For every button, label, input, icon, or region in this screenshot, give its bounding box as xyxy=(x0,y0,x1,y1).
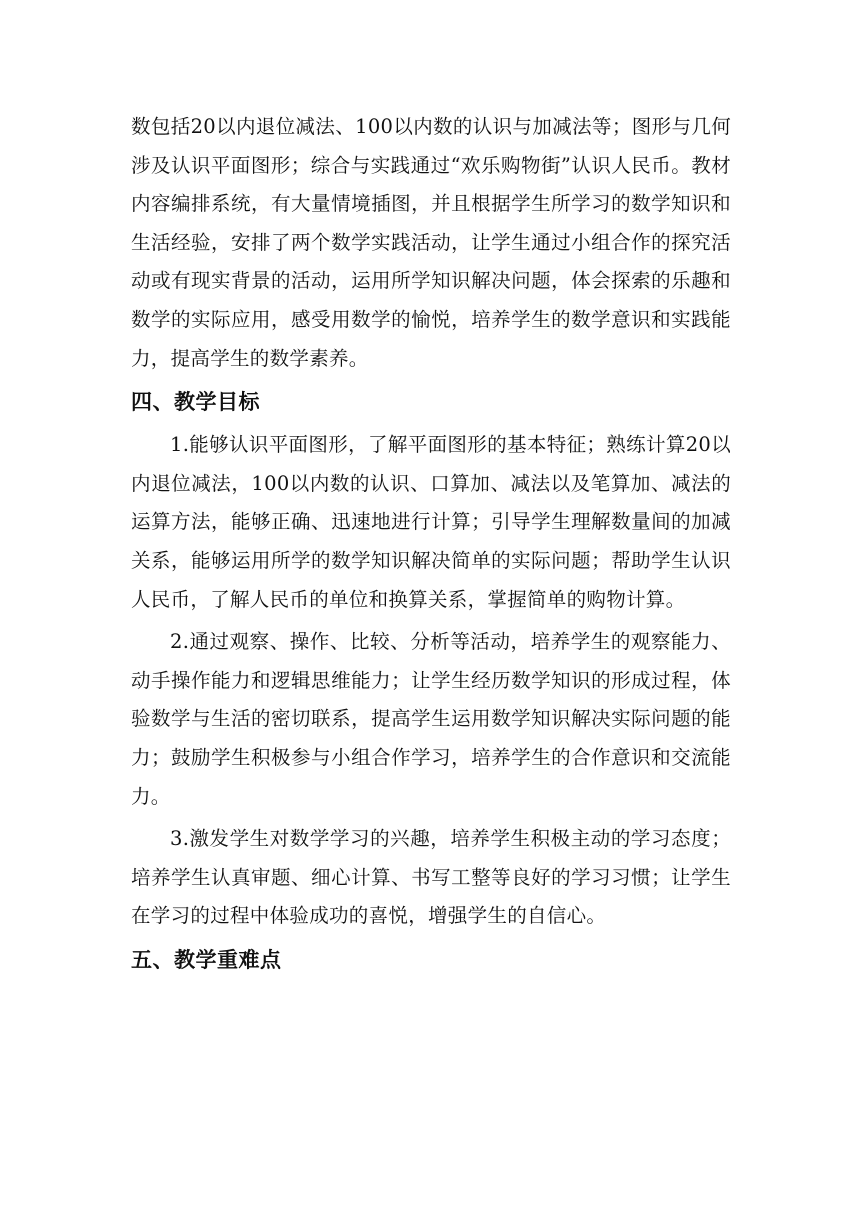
section-heading-teaching-goals: 四、教学目标 xyxy=(131,390,260,415)
goal-item-3: 3.激发学生对数学学习的兴趣，培养学生积极主动的学习态度；培养学生认真审题、细心计算、书写工整等良好的学习习惯；让学生在学习的过程中体验成功的喜悦，增强学生的自信心。 xyxy=(131,827,731,928)
document-body xyxy=(131,108,731,984)
goal-item-2: 2.通过观察、操作、比较、分析等活动，培养学生的观察能力、动手操作能力和逻辑思维能力；让学生经历数学知识的形成过程，体验数学与生活的密切联系，提高学生运用数学知识解决实际问题的能力；鼓励学生积极参与小组合作学习，培养学生的合作意识和交流能力。 xyxy=(131,630,731,808)
intro-paragraph: 数包括20以内退位减法、100以内数的认识与加减法等；图形与几何涉及认识平面图形；综合与实践通过“欢乐购物街”认识人民币。教材内容编排系统，有大量情境插图，并且根据学生所学习的数学知识和生活经验，安排了两个数学实践活动，让学生通过小组合作的探究活动或有现实背景的活动，运用所学知识解决问题，体会探索的乐趣和数学的实际应用，感受用数学的愉悦，培养学生的数学意识和实践能力，提高学生的数学素养。 xyxy=(131,115,731,370)
goal-item-1: 1.能够认识平面图形，了解平面图形的基本特征；熟练计算20以内退位减法，100以内数的认识、口算加、减法以及笔算加、减法的运算方法，能够正确、迅速地进行计算；引导学生理解数量间的加减关系，能够运用所学的数学知识解决简单的实际问题；帮助学生认识人民币，了解人民币的单位和换算关系，掌握简单的购物计算。 xyxy=(131,433,731,611)
section-heading-key-difficulties: 五、教学重难点 xyxy=(131,947,282,972)
